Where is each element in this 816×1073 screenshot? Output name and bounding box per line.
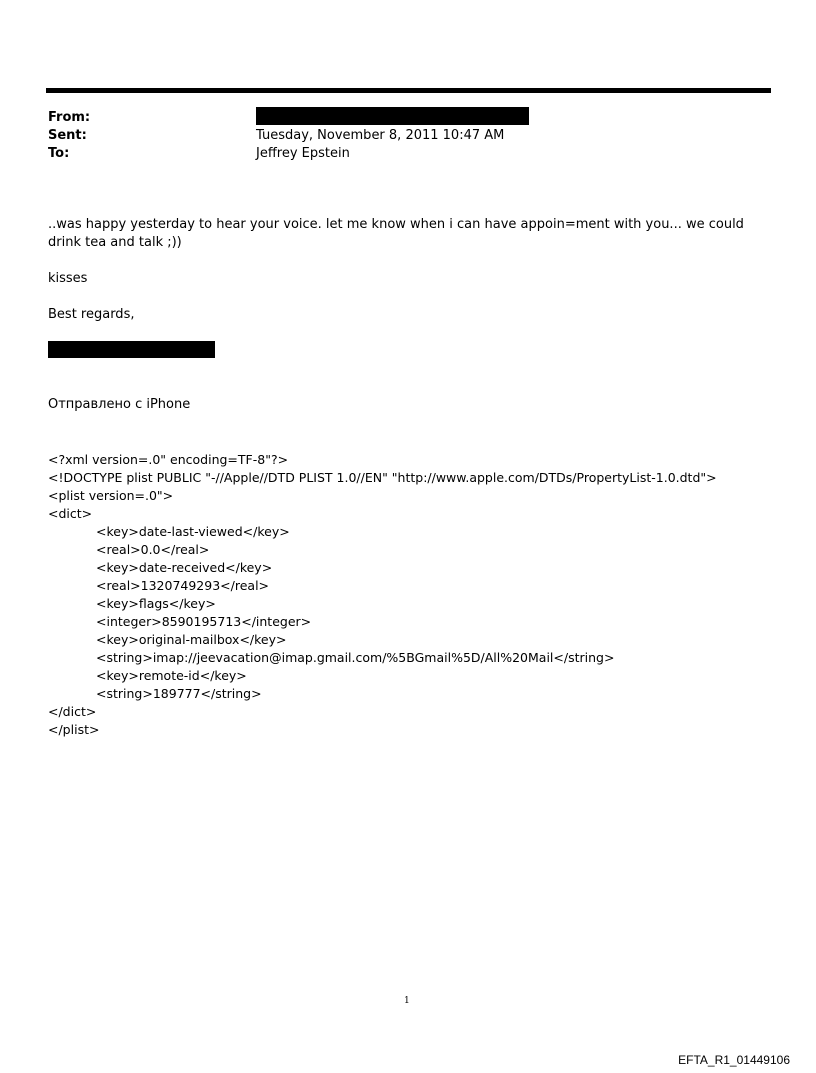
xml-line: <key>date-received</key> (96, 560, 273, 575)
sent-value: Tuesday, November 8, 2011 10:47 AM (256, 128, 505, 143)
from-redaction (256, 107, 529, 125)
xml-line: <key>original-mailbox</key> (96, 632, 287, 647)
plist-xml-block (48, 451, 717, 739)
xml-line: <key>flags</key> (96, 596, 216, 611)
xml-line: <string>189777</string> (96, 686, 262, 701)
xml-line: <?xml version=.0" encoding=TF-8"?> (48, 452, 289, 467)
xml-line: </dict> (48, 704, 97, 719)
message-paragraph: ..was happy yesterday to hear your voice. let me know when i can have appoin=ment with you... we could drink tea and talk ;)) (48, 217, 749, 250)
message-closing: Best regards, (48, 307, 135, 322)
xml-line: </plist> (48, 722, 100, 737)
xml-line: <real>0.0</real> (96, 542, 210, 557)
sent-from-iphone: Отправлено с iPhone (48, 397, 191, 412)
to-value: Jeffrey Epstein (256, 146, 350, 161)
message-kisses: kisses (48, 271, 88, 286)
to-label: To: (48, 146, 70, 161)
xml-line: <plist version=.0"> (48, 488, 174, 503)
document-id: EFTA_R1_01449106 (678, 1053, 790, 1067)
xml-line: <key>date-last-viewed</key> (96, 524, 290, 539)
xml-line: <dict> (48, 506, 93, 521)
signature-redaction (48, 341, 215, 358)
xml-line: <key>remote-id</key> (96, 668, 247, 683)
xml-line: <integer>8590195713</integer> (96, 614, 312, 629)
xml-line: <string>imap://jeevacation@imap.gmail.com/%5BGmail%5D/All%20Mail</string> (96, 650, 615, 665)
xml-line: <real>1320749293</real> (96, 578, 270, 593)
header-divider (46, 88, 771, 93)
from-label: From: (48, 110, 91, 125)
xml-line: <!DOCTYPE plist PUBLIC "-//Apple//DTD PLIST 1.0//EN" "http://www.apple.com/DTDs/PropertyList-1.0.dtd"> (48, 470, 717, 485)
page-number: 1 (404, 996, 410, 1006)
sent-label: Sent: (48, 128, 87, 143)
